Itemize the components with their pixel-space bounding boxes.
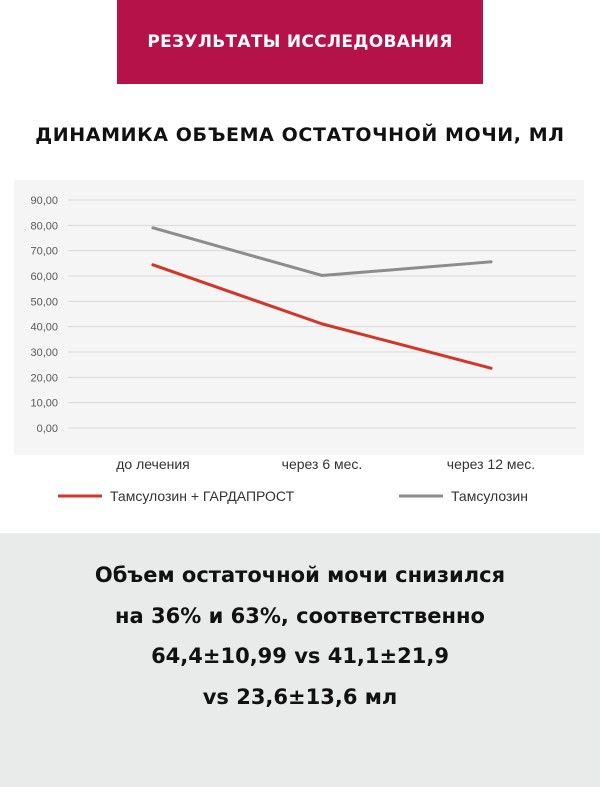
y-tick-label: 10,00 xyxy=(30,397,58,410)
y-tick-label: 80,00 xyxy=(30,220,58,233)
legend-label: Тамсулозин + ГАРДАПРОСТ xyxy=(110,488,295,504)
data-point xyxy=(321,322,324,325)
plot-area xyxy=(14,180,584,455)
y-tick-label: 20,00 xyxy=(30,372,58,385)
section-badge-label: РЕЗУЛЬТАТЫ ИССЛЕДОВАНИЯ xyxy=(147,32,453,52)
line-chart xyxy=(0,180,600,520)
x-tick-label: до лечения xyxy=(116,456,190,472)
legend-label: Тамсулозин xyxy=(451,488,528,504)
summary-line-1: Объем остаточной мочи снизился xyxy=(94,563,506,587)
summary-text xyxy=(0,555,600,717)
data-point xyxy=(321,274,324,277)
data-point xyxy=(490,260,493,263)
summary-line-3: 64,4±10,99 vs 41,1±21,9 xyxy=(151,644,449,668)
x-tick-label: через 12 мес. xyxy=(446,456,536,472)
summary-line-2: на 36% и 63%, соответственно xyxy=(115,603,485,628)
y-tick-label: 50,00 xyxy=(30,296,58,309)
summary-panel xyxy=(0,533,600,787)
y-tick-label: 70,00 xyxy=(30,245,58,258)
section-badge xyxy=(117,0,483,84)
chart-title: ДИНАМИКА ОБЪЕМА ОСТАТОЧНОЙ МОЧИ, МЛ xyxy=(35,124,565,146)
y-tick-label: 90,00 xyxy=(30,195,58,207)
y-tick-label: 40,00 xyxy=(30,321,58,334)
summary-line-4: vs 23,6±13,6 мл xyxy=(202,684,398,709)
x-tick-label: через 6 мес. xyxy=(281,456,363,472)
data-point xyxy=(152,226,155,229)
y-tick-label: 60,00 xyxy=(30,271,58,283)
y-tick-label: 30,00 xyxy=(30,347,58,359)
y-tick-label: 0,00 xyxy=(36,423,58,435)
data-point xyxy=(152,263,155,266)
data-point xyxy=(490,367,493,370)
